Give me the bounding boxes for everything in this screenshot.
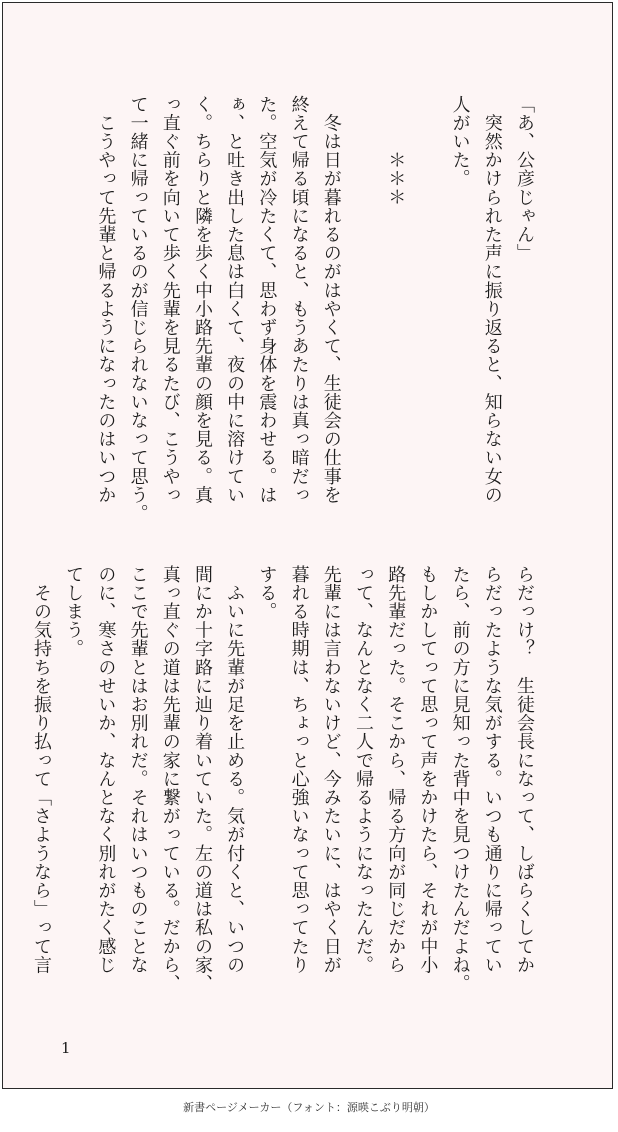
upper-text-block: 「あ、公彦じゃん」 突然かけられた声に振り返ると、知らない女の 人がいた。 ＊＊＊ 冬は日が暮れるのがはやくて、生徒会の仕事を 終えて帰る頃になると、もうあたりは真っ暗だっ た。空気が冷たくて、思わず身体を震わせる。は ぁ、と吐き出した息は白くて、夜の中に溶けてい く。ちらりと隣を歩く中小路先輩の顔を見る。真 っ直ぐ前を向いて歩く先輩を見るたび、こうやっ て一緒に帰っているのが信じられないなって思う。 こうやって先輩と帰るようになったのはいつか	[95, 95, 535, 523]
lower-text-block: らだっけ？ 生徒会長になって、しばらくしてか らだったような気がする。いつも通りに帰ってい たら、前の方に見知った背中を見つけたんだよね。 もしかしてって思って声をかけたら、それが中小 路先輩だった。そこから、帰る方向が同じだから って、なんとなく二人で帰るようになったんだ。 先輩には言わないけど、今みたいに、はやく日が 暮れる時期は、ちょっと心強いなって思ってたり する。 ふいに先輩が足を止める。気が付くと、いつの 間にか十字路に辿り着いていた。左の道は私の家、 真っ直ぐの道は先輩の家に繋がっている。だから、 ここで先輩とはお別れだ。それはいつものことな のに、寒さのせいか、なんとなく別れがたく感じ てしまう。 その気持ちを振り払って「さようなら」って言	[30, 565, 535, 993]
page-number: 1	[61, 1039, 71, 1057]
novel-page	[2, 2, 613, 1089]
footer-credit: 新書ページメーカー（フォント：源暎こぶり明朝）	[183, 1101, 435, 1114]
